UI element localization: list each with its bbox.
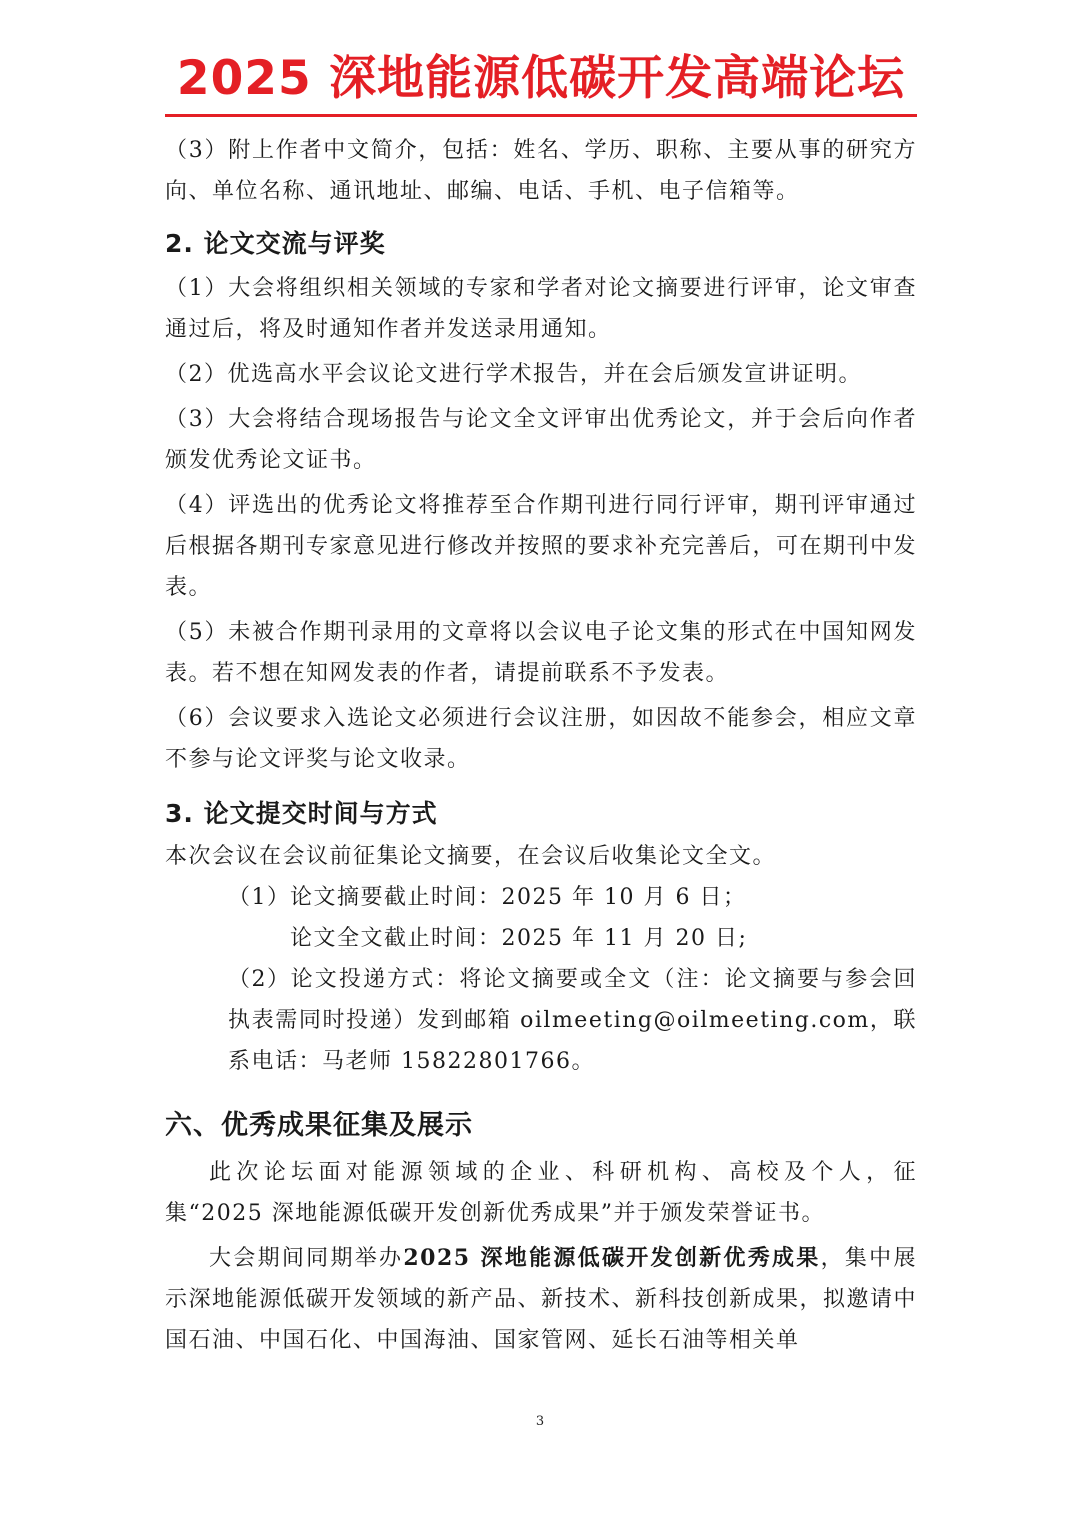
submission-method-text: 论文投递方式：将论文摘要或全文（注：论文摘要与参会回执表需同时投递）发到邮箱 oilmeeting@oilmeeting.com，联系电话：马老师 15822801766。 [228,967,917,1074]
section-2-heading: 2. 论文交流与评奖 [165,229,386,258]
section-6-para-2 [165,1238,917,1361]
forum-title: 2025 深地能源低碳开发高端论坛 [176,51,906,106]
submission-method [165,959,917,1082]
section-2-item-5: （5）未被合作期刊录用的文章将以会议电子论文集的形式在中国知网发表。若不想在知网发表的作者，请提前联系不予发表。 [165,620,917,686]
section-3-heading: 3. 论文提交时间与方式 [165,799,438,828]
deadline-abstract [165,877,917,918]
document-body [165,130,917,1365]
section-6-para-1: 此次论坛面对能源领域的企业、科研机构、高校及个人，征集“2025 深地能源低碳开发创新优秀成果”并于颁发荣誉证书。 [165,1160,917,1226]
item-1-number: （1） [228,885,291,910]
page-header [165,48,917,117]
item-2-number: （2） [228,967,291,992]
intro-item-3: （3）附上作者中文简介，包括：姓名、学历、职称、主要从事的研究方向、单位名称、通讯地址、邮编、电话、手机、电子信箱等。 [165,138,917,204]
deadline-abstract-text: 论文摘要截止时间：2025 年 10 月 6 日； [290,885,747,910]
section-2-item-3: （3）大会将结合现场报告与论文全文评审出优秀论文，并于会后向作者颁发优秀论文证书。 [165,407,917,473]
section-2-item-4: （4）评选出的优秀论文将推荐至合作期刊进行同行评审，期刊评审通过后根据各期刊专家意见进行修改并按照的要求补充完善后，可在期刊中发表。 [165,493,918,600]
section-6-para-2-rest: ，集中展示深地能源低碳开发领域的新产品、新技术、新科技创新成果，拟邀请中国石油、中国石化、中国海油、国家管网、延长石油等相关单 [165,1246,918,1353]
section-3-intro: 本次会议在会议前征集论文摘要，在会议后收集论文全文。 [165,844,777,869]
section-6-para-2-highlight: 2025 深地能源低碳开发创新优秀成果 [403,1245,821,1271]
section-6-heading: 六、优秀成果征集及展示 [165,1110,473,1141]
section-2-item-1: （1）大会将组织相关领域的专家和学者对论文摘要进行评审，论文审查通过后，将及时通知作者并发送录用通知。 [165,276,917,342]
deadline-fulltext: 论文全文截止时间：2025 年 11 月 20 日; [290,926,748,951]
header-rule [165,114,917,117]
page-number: 3 [535,1414,545,1429]
section-2-item-2: （2）优选高水平会议论文进行学术报告，并在会后颁发宣讲证明。 [165,362,862,387]
section-2-item-6: （6）会议要求入选论文必须进行会议注册，如因故不能参会，相应文章不参与论文评奖与论文收录。 [165,706,917,772]
section-6-para-2-lead: 大会期间同期举办 [209,1246,404,1271]
